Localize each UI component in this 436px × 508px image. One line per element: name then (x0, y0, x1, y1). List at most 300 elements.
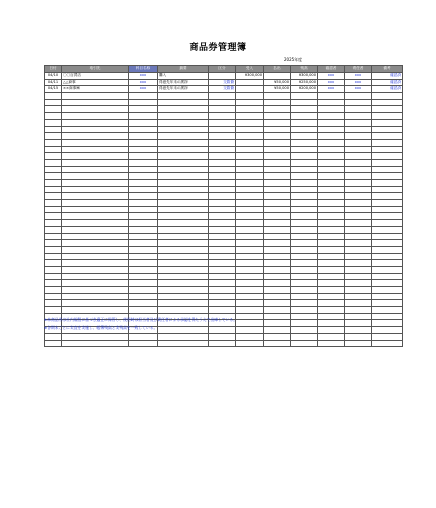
empty-cell[interactable] (236, 293, 264, 300)
empty-cell[interactable] (158, 146, 209, 153)
empty-cell[interactable] (291, 99, 318, 106)
empty-cell[interactable] (264, 313, 291, 320)
empty-cell[interactable] (209, 153, 236, 160)
empty-cell[interactable] (209, 173, 236, 180)
empty-cell[interactable] (318, 327, 345, 334)
empty-cell[interactable] (236, 333, 264, 340)
empty-cell[interactable] (236, 113, 264, 120)
empty-cell[interactable] (318, 240, 345, 247)
empty-cell[interactable] (209, 126, 236, 133)
empty-cell[interactable] (264, 180, 291, 187)
empty-cell[interactable] (372, 180, 403, 187)
empty-cell[interactable] (291, 159, 318, 166)
empty-cell[interactable] (372, 333, 403, 340)
empty-cell[interactable] (62, 186, 129, 193)
empty-cell[interactable] (129, 340, 158, 347)
empty-cell[interactable] (129, 200, 158, 207)
empty-cell[interactable] (62, 159, 129, 166)
empty-cell[interactable] (372, 266, 403, 273)
empty-cell[interactable] (264, 273, 291, 280)
empty-cell[interactable] (318, 193, 345, 200)
empty-cell[interactable] (129, 213, 158, 220)
empty-cell[interactable] (372, 293, 403, 300)
empty-cell[interactable] (291, 253, 318, 260)
empty-cell[interactable] (236, 273, 264, 280)
empty-cell[interactable] (291, 260, 318, 267)
empty-cell[interactable] (45, 253, 62, 260)
empty-cell[interactable] (236, 193, 264, 200)
empty-cell[interactable] (129, 260, 158, 267)
empty-cell[interactable] (345, 260, 372, 267)
empty-cell[interactable] (318, 233, 345, 240)
empty-cell[interactable] (372, 119, 403, 126)
empty-cell[interactable] (264, 280, 291, 287)
empty-cell[interactable] (318, 253, 345, 260)
empty-cell[interactable] (236, 93, 264, 100)
empty-cell[interactable] (62, 173, 129, 180)
empty-cell[interactable] (158, 240, 209, 247)
empty-cell[interactable] (291, 293, 318, 300)
empty-cell[interactable] (345, 340, 372, 347)
empty-cell[interactable] (209, 193, 236, 200)
empty-cell[interactable] (236, 206, 264, 213)
empty-cell[interactable] (264, 186, 291, 193)
empty-cell[interactable] (62, 180, 129, 187)
empty-cell[interactable] (345, 253, 372, 260)
empty-cell[interactable] (45, 300, 62, 307)
empty-cell[interactable] (129, 240, 158, 247)
empty-cell[interactable] (372, 340, 403, 347)
empty-cell[interactable] (318, 180, 345, 187)
empty-cell[interactable] (318, 126, 345, 133)
empty-cell[interactable] (345, 293, 372, 300)
empty-cell[interactable] (372, 220, 403, 227)
empty-cell[interactable] (62, 133, 129, 140)
empty-cell[interactable] (264, 320, 291, 327)
empty-cell[interactable] (158, 253, 209, 260)
empty-cell[interactable] (129, 186, 158, 193)
empty-cell[interactable] (62, 106, 129, 113)
empty-cell[interactable] (291, 240, 318, 247)
empty-cell[interactable] (372, 213, 403, 220)
empty-cell[interactable] (236, 139, 264, 146)
empty-cell[interactable] (264, 106, 291, 113)
empty-cell[interactable] (129, 287, 158, 294)
empty-cell[interactable] (291, 146, 318, 153)
empty-cell[interactable] (264, 126, 291, 133)
empty-cell[interactable] (345, 333, 372, 340)
empty-cell[interactable] (345, 280, 372, 287)
empty-cell[interactable] (45, 180, 62, 187)
empty-cell[interactable] (291, 307, 318, 314)
empty-cell[interactable] (129, 293, 158, 300)
empty-cell[interactable] (345, 99, 372, 106)
empty-cell[interactable] (264, 173, 291, 180)
empty-cell[interactable] (318, 246, 345, 253)
empty-cell[interactable] (372, 193, 403, 200)
empty-cell[interactable] (291, 193, 318, 200)
empty-cell[interactable] (264, 93, 291, 100)
empty-cell[interactable] (62, 300, 129, 307)
empty-cell[interactable] (129, 333, 158, 340)
empty-cell[interactable] (158, 206, 209, 213)
empty-cell[interactable] (291, 313, 318, 320)
empty-cell[interactable] (291, 327, 318, 334)
empty-cell[interactable] (236, 220, 264, 227)
empty-cell[interactable] (158, 133, 209, 140)
empty-cell[interactable] (45, 233, 62, 240)
empty-cell[interactable] (209, 287, 236, 294)
empty-cell[interactable] (209, 213, 236, 220)
empty-cell[interactable] (264, 340, 291, 347)
empty-cell[interactable] (345, 93, 372, 100)
empty-cell[interactable] (62, 99, 129, 106)
empty-cell[interactable] (62, 166, 129, 173)
empty-cell[interactable] (209, 253, 236, 260)
empty-cell[interactable] (264, 166, 291, 173)
empty-cell[interactable] (372, 146, 403, 153)
empty-cell[interactable] (291, 266, 318, 273)
empty-cell[interactable] (158, 200, 209, 207)
empty-cell[interactable] (345, 213, 372, 220)
empty-cell[interactable] (209, 180, 236, 187)
empty-cell[interactable] (345, 327, 372, 334)
empty-cell[interactable] (129, 193, 158, 200)
empty-cell[interactable] (372, 139, 403, 146)
empty-cell[interactable] (264, 133, 291, 140)
empty-cell[interactable] (45, 159, 62, 166)
empty-cell[interactable] (129, 307, 158, 314)
empty-cell[interactable] (291, 119, 318, 126)
empty-cell[interactable] (291, 106, 318, 113)
empty-cell[interactable] (236, 106, 264, 113)
empty-cell[interactable] (345, 200, 372, 207)
empty-cell[interactable] (62, 220, 129, 227)
empty-cell[interactable] (264, 253, 291, 260)
empty-cell[interactable] (264, 240, 291, 247)
empty-cell[interactable] (45, 213, 62, 220)
empty-cell[interactable] (62, 206, 129, 213)
empty-cell[interactable] (62, 280, 129, 287)
empty-cell[interactable] (209, 226, 236, 233)
empty-cell[interactable] (129, 126, 158, 133)
empty-cell[interactable] (45, 113, 62, 120)
empty-cell[interactable] (236, 313, 264, 320)
empty-cell[interactable] (158, 233, 209, 240)
empty-cell[interactable] (209, 266, 236, 273)
empty-cell[interactable] (372, 327, 403, 334)
empty-cell[interactable] (291, 153, 318, 160)
empty-cell[interactable] (62, 240, 129, 247)
empty-cell[interactable] (291, 226, 318, 233)
empty-cell[interactable] (62, 260, 129, 267)
empty-cell[interactable] (264, 246, 291, 253)
empty-cell[interactable] (45, 186, 62, 193)
empty-cell[interactable] (318, 307, 345, 314)
empty-cell[interactable] (264, 300, 291, 307)
empty-cell[interactable] (129, 280, 158, 287)
empty-cell[interactable] (236, 266, 264, 273)
empty-cell[interactable] (291, 246, 318, 253)
empty-cell[interactable] (209, 200, 236, 207)
empty-cell[interactable] (372, 206, 403, 213)
empty-cell[interactable] (318, 119, 345, 126)
empty-cell[interactable] (45, 139, 62, 146)
empty-cell[interactable] (158, 300, 209, 307)
empty-cell[interactable] (318, 287, 345, 294)
empty-cell[interactable] (345, 146, 372, 153)
empty-cell[interactable] (129, 119, 158, 126)
empty-cell[interactable] (236, 99, 264, 106)
empty-cell[interactable] (291, 220, 318, 227)
empty-cell[interactable] (318, 159, 345, 166)
empty-cell[interactable] (264, 119, 291, 126)
empty-cell[interactable] (158, 119, 209, 126)
empty-cell[interactable] (236, 213, 264, 220)
empty-cell[interactable] (318, 313, 345, 320)
empty-cell[interactable] (318, 293, 345, 300)
empty-cell[interactable] (129, 159, 158, 166)
empty-cell[interactable] (318, 106, 345, 113)
empty-cell[interactable] (345, 186, 372, 193)
empty-cell[interactable] (264, 226, 291, 233)
empty-cell[interactable] (372, 253, 403, 260)
empty-cell[interactable] (318, 226, 345, 233)
empty-cell[interactable] (372, 260, 403, 267)
empty-cell[interactable] (264, 193, 291, 200)
empty-cell[interactable] (318, 273, 345, 280)
empty-cell[interactable] (236, 133, 264, 140)
empty-cell[interactable] (372, 93, 403, 100)
empty-cell[interactable] (209, 240, 236, 247)
empty-cell[interactable] (372, 126, 403, 133)
empty-cell[interactable] (345, 300, 372, 307)
empty-cell[interactable] (236, 340, 264, 347)
empty-cell[interactable] (372, 200, 403, 207)
empty-cell[interactable] (236, 173, 264, 180)
empty-cell[interactable] (129, 246, 158, 253)
empty-cell[interactable] (209, 280, 236, 287)
empty-cell[interactable] (318, 153, 345, 160)
empty-cell[interactable] (236, 126, 264, 133)
empty-cell[interactable] (372, 240, 403, 247)
empty-cell[interactable] (264, 139, 291, 146)
empty-cell[interactable] (62, 213, 129, 220)
empty-cell[interactable] (62, 333, 129, 340)
empty-cell[interactable] (209, 93, 236, 100)
empty-cell[interactable] (129, 220, 158, 227)
empty-cell[interactable] (62, 200, 129, 207)
empty-cell[interactable] (345, 159, 372, 166)
empty-cell[interactable] (45, 246, 62, 253)
empty-cell[interactable] (345, 126, 372, 133)
empty-cell[interactable] (264, 146, 291, 153)
empty-cell[interactable] (45, 266, 62, 273)
empty-cell[interactable] (345, 193, 372, 200)
empty-cell[interactable] (345, 153, 372, 160)
empty-cell[interactable] (45, 133, 62, 140)
empty-cell[interactable] (158, 280, 209, 287)
empty-cell[interactable] (158, 266, 209, 273)
empty-cell[interactable] (62, 139, 129, 146)
empty-cell[interactable] (291, 213, 318, 220)
empty-cell[interactable] (45, 93, 62, 100)
empty-cell[interactable] (318, 220, 345, 227)
empty-cell[interactable] (209, 333, 236, 340)
empty-cell[interactable] (291, 340, 318, 347)
empty-cell[interactable] (318, 93, 345, 100)
empty-cell[interactable] (236, 307, 264, 314)
empty-cell[interactable] (236, 280, 264, 287)
empty-cell[interactable] (158, 126, 209, 133)
empty-cell[interactable] (236, 153, 264, 160)
empty-cell[interactable] (345, 287, 372, 294)
empty-cell[interactable] (158, 226, 209, 233)
empty-cell[interactable] (45, 333, 62, 340)
empty-cell[interactable] (372, 113, 403, 120)
empty-cell[interactable] (264, 200, 291, 207)
empty-cell[interactable] (129, 146, 158, 153)
empty-cell[interactable] (45, 173, 62, 180)
empty-cell[interactable] (62, 126, 129, 133)
empty-cell[interactable] (291, 233, 318, 240)
empty-cell[interactable] (291, 200, 318, 207)
empty-cell[interactable] (45, 119, 62, 126)
empty-cell[interactable] (345, 106, 372, 113)
empty-cell[interactable] (62, 307, 129, 314)
empty-cell[interactable] (372, 106, 403, 113)
empty-cell[interactable] (318, 340, 345, 347)
empty-cell[interactable] (129, 233, 158, 240)
empty-cell[interactable] (318, 173, 345, 180)
empty-cell[interactable] (129, 266, 158, 273)
empty-cell[interactable] (45, 146, 62, 153)
empty-cell[interactable] (209, 146, 236, 153)
empty-cell[interactable] (236, 320, 264, 327)
empty-cell[interactable] (291, 93, 318, 100)
empty-cell[interactable] (62, 146, 129, 153)
empty-cell[interactable] (264, 213, 291, 220)
empty-cell[interactable] (209, 246, 236, 253)
empty-cell[interactable] (318, 260, 345, 267)
empty-cell[interactable] (158, 260, 209, 267)
empty-cell[interactable] (291, 206, 318, 213)
empty-cell[interactable] (62, 113, 129, 120)
empty-cell[interactable] (158, 153, 209, 160)
empty-cell[interactable] (129, 153, 158, 160)
empty-cell[interactable] (236, 146, 264, 153)
empty-cell[interactable] (45, 99, 62, 106)
empty-cell[interactable] (158, 333, 209, 340)
empty-cell[interactable] (158, 220, 209, 227)
empty-cell[interactable] (345, 206, 372, 213)
empty-cell[interactable] (209, 186, 236, 193)
empty-cell[interactable] (45, 273, 62, 280)
empty-cell[interactable] (45, 166, 62, 173)
empty-cell[interactable] (62, 193, 129, 200)
empty-cell[interactable] (318, 266, 345, 273)
empty-cell[interactable] (158, 213, 209, 220)
empty-cell[interactable] (264, 159, 291, 166)
empty-cell[interactable] (158, 186, 209, 193)
empty-cell[interactable] (372, 159, 403, 166)
empty-cell[interactable] (45, 220, 62, 227)
empty-cell[interactable] (236, 200, 264, 207)
empty-cell[interactable] (158, 93, 209, 100)
empty-cell[interactable] (62, 246, 129, 253)
empty-cell[interactable] (372, 246, 403, 253)
empty-cell[interactable] (345, 220, 372, 227)
empty-cell[interactable] (209, 233, 236, 240)
empty-cell[interactable] (129, 113, 158, 120)
empty-cell[interactable] (62, 119, 129, 126)
empty-cell[interactable] (372, 166, 403, 173)
empty-cell[interactable] (209, 273, 236, 280)
empty-cell[interactable] (236, 260, 264, 267)
empty-cell[interactable] (372, 99, 403, 106)
empty-cell[interactable] (318, 133, 345, 140)
empty-cell[interactable] (62, 226, 129, 233)
empty-cell[interactable] (45, 260, 62, 267)
empty-cell[interactable] (45, 153, 62, 160)
empty-cell[interactable] (129, 166, 158, 173)
empty-cell[interactable] (345, 133, 372, 140)
empty-cell[interactable] (236, 119, 264, 126)
empty-cell[interactable] (158, 273, 209, 280)
empty-cell[interactable] (158, 293, 209, 300)
empty-cell[interactable] (372, 233, 403, 240)
empty-cell[interactable] (129, 173, 158, 180)
empty-cell[interactable] (345, 307, 372, 314)
empty-cell[interactable] (209, 220, 236, 227)
empty-cell[interactable] (264, 333, 291, 340)
empty-cell[interactable] (209, 166, 236, 173)
empty-cell[interactable] (264, 327, 291, 334)
empty-cell[interactable] (264, 113, 291, 120)
empty-cell[interactable] (345, 226, 372, 233)
empty-cell[interactable] (236, 226, 264, 233)
empty-cell[interactable] (345, 180, 372, 187)
empty-cell[interactable] (372, 186, 403, 193)
empty-cell[interactable] (45, 206, 62, 213)
empty-cell[interactable] (158, 246, 209, 253)
empty-cell[interactable] (45, 226, 62, 233)
empty-cell[interactable] (264, 99, 291, 106)
empty-cell[interactable] (291, 287, 318, 294)
empty-cell[interactable] (62, 293, 129, 300)
empty-cell[interactable] (291, 333, 318, 340)
empty-cell[interactable] (345, 246, 372, 253)
empty-cell[interactable] (345, 313, 372, 320)
empty-cell[interactable] (291, 300, 318, 307)
empty-cell[interactable] (236, 166, 264, 173)
empty-cell[interactable] (209, 133, 236, 140)
empty-cell[interactable] (318, 213, 345, 220)
empty-cell[interactable] (129, 226, 158, 233)
empty-cell[interactable] (158, 173, 209, 180)
empty-cell[interactable] (209, 113, 236, 120)
empty-cell[interactable] (291, 139, 318, 146)
empty-cell[interactable] (291, 273, 318, 280)
empty-cell[interactable] (129, 133, 158, 140)
empty-cell[interactable] (209, 119, 236, 126)
empty-cell[interactable] (209, 260, 236, 267)
empty-cell[interactable] (45, 280, 62, 287)
empty-cell[interactable] (318, 300, 345, 307)
empty-cell[interactable] (236, 159, 264, 166)
empty-cell[interactable] (372, 273, 403, 280)
empty-cell[interactable] (318, 206, 345, 213)
